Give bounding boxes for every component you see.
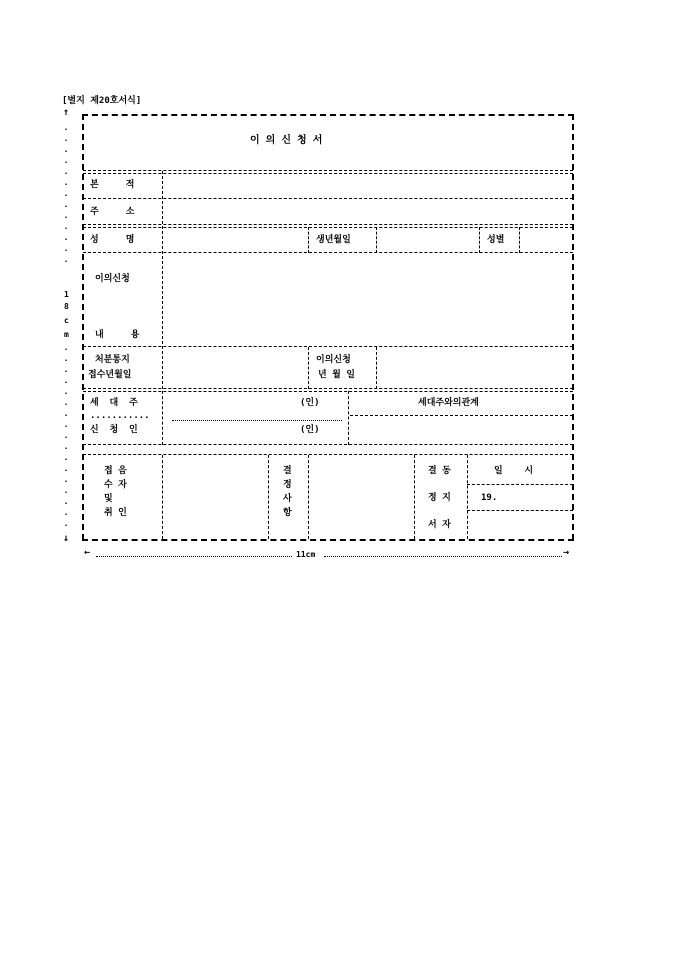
row-line-6b bbox=[83, 391, 573, 392]
decision-line-3: 사 bbox=[283, 494, 292, 504]
row-line-8b bbox=[83, 454, 573, 455]
col-birth-left bbox=[308, 227, 309, 253]
border-bottom bbox=[82, 539, 574, 541]
dots-left-label: ........... bbox=[90, 411, 150, 421]
seal-householder: (인) bbox=[300, 398, 320, 408]
horizontal-dim-label: 11cm bbox=[296, 550, 316, 559]
label-relation: 세대주와의관계 bbox=[418, 398, 479, 408]
arrow-right-icon: → bbox=[563, 547, 570, 558]
row-line-3 bbox=[83, 224, 573, 225]
bottom-col-4 bbox=[414, 455, 415, 539]
bottom-col-1 bbox=[162, 455, 163, 539]
bottom-col-3 bbox=[308, 455, 309, 539]
label-notice: 정 지 bbox=[428, 493, 451, 503]
bottom-line-datetime bbox=[467, 484, 573, 485]
vertical-dim-c: c bbox=[64, 316, 69, 325]
label-objection-date: 년 월 일 bbox=[318, 370, 355, 380]
row-line-2 bbox=[83, 198, 573, 199]
label-juso: 주 소 bbox=[90, 207, 135, 217]
vertical-dots-top: . . . . . . . . . . . . . bbox=[63, 123, 69, 264]
row-line-4 bbox=[83, 252, 573, 253]
horizontal-dots-right bbox=[324, 556, 562, 557]
border-top bbox=[82, 114, 574, 116]
border-right bbox=[572, 114, 574, 540]
decision-line-2: 정 bbox=[283, 480, 292, 490]
vertical-dim-m: m bbox=[64, 330, 69, 339]
row-line-1b bbox=[83, 173, 573, 174]
arrow-left-icon: ← bbox=[84, 547, 91, 558]
receipt-line-4: 취 인 bbox=[104, 508, 127, 518]
decision-line-1: 결 bbox=[283, 466, 292, 476]
col-objdate-left bbox=[308, 347, 309, 389]
row-line-5 bbox=[83, 346, 573, 347]
label-householder: 세 대 주 bbox=[90, 398, 138, 408]
label-disposal-notice: 처분통지 bbox=[95, 355, 130, 365]
label-objection: 이의신청 bbox=[95, 274, 130, 284]
vertical-dim-1: 1 bbox=[64, 290, 69, 299]
label-sex: 성별 bbox=[487, 235, 505, 245]
label-name: 성 명 bbox=[90, 235, 135, 245]
label-datetime: 일 시 bbox=[494, 466, 534, 476]
label-birth: 생년월일 bbox=[316, 235, 351, 245]
seal-applicant: (인) bbox=[300, 425, 320, 435]
row-line-3b bbox=[83, 227, 573, 228]
bottom-line-year bbox=[467, 510, 573, 511]
col-label-divider bbox=[162, 171, 163, 389]
decision-line-4: 항 bbox=[283, 508, 292, 518]
col-label-divider-2 bbox=[162, 391, 163, 445]
horizontal-dots-left bbox=[96, 556, 292, 557]
vertical-dots-bottom: . . . . . . . . . . . . . . . . . bbox=[63, 343, 69, 528]
dots-householder bbox=[172, 420, 342, 421]
col-sex-left bbox=[479, 227, 480, 253]
arrow-down-icon: ↓ bbox=[63, 533, 70, 544]
bottom-col-5 bbox=[467, 455, 468, 539]
label-receipt-date: 접수년월일 bbox=[88, 370, 132, 380]
vertical-dim-8: 8 bbox=[64, 302, 69, 311]
label-applicant: 신 청 인 bbox=[90, 425, 138, 435]
label-approval: 결 동 bbox=[428, 466, 451, 476]
receipt-line-1: 접 음 bbox=[104, 466, 127, 476]
col-relation-left bbox=[348, 391, 349, 445]
year-value: 19. bbox=[481, 493, 498, 503]
row-line-8 bbox=[83, 444, 573, 445]
bottom-col-2 bbox=[268, 455, 269, 539]
border-left bbox=[82, 114, 84, 540]
label-objection-apply: 이의신청 bbox=[316, 355, 351, 365]
arrow-up-icon: ↑ bbox=[63, 107, 70, 118]
form-label: [별지 제20호서식] bbox=[62, 96, 142, 106]
receipt-line-2: 수 자 bbox=[104, 480, 127, 490]
label-bonjeok: 본 적 bbox=[90, 180, 135, 190]
label-signer: 서 자 bbox=[428, 520, 451, 530]
receipt-line-3: 및 bbox=[104, 494, 113, 504]
row-line-1 bbox=[83, 170, 573, 171]
row-line-7 bbox=[350, 415, 573, 416]
col-sex-right bbox=[519, 227, 520, 253]
label-content: 내 용 bbox=[95, 330, 140, 340]
form-title: 이 의 신 청 서 bbox=[250, 135, 323, 146]
row-line-6 bbox=[83, 388, 573, 389]
col-birth-right bbox=[376, 227, 377, 253]
col-objdate-right bbox=[376, 347, 377, 389]
